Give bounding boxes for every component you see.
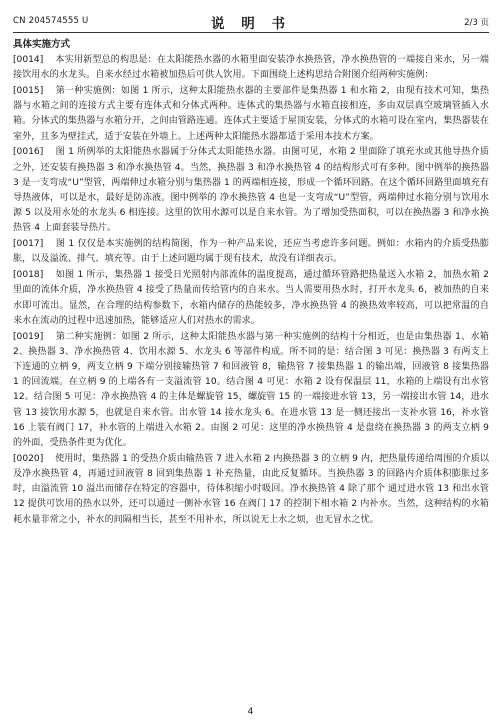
- header-rule: [13, 32, 489, 33]
- paragraph-text: 图 1 所例举的太阳能热水器属于分体式太阳能热水器。由图可见，水箱 2 里面除了填充水或其他导热介质之外，还安装有换热器 3 和净水换热管 4。当然，换热器 3 和净水换热管 4 的结构形式可有多种。图中例举的换热器 3 是一支弯成“U”型管，两端伸过水箱分别与集热器 1 的两端相连接，形成一个循环回路。在这个循环回路里面填充有导热液体，可以是水，最好是防冻液。图中例举的 净水换热管 4 也是一支弯成“U”型管，两端伸过水箱分别与饮用水源 5 以及用水处的水龙头 6 相连接。这里的饮用水源可以是自来水管。为了增加受热面积，可以在换热器 3 和净水换热管 4 上面套装导热片。: [13, 147, 490, 234]
- document-body: [13, 37, 489, 528]
- patent-number: CN 204574555 U: [13, 16, 89, 26]
- document-title: 说 明 书: [211, 16, 291, 32]
- paragraph-0017: [13, 237, 489, 267]
- paragraph-0019: [13, 330, 489, 452]
- page-number: 4: [247, 707, 254, 717]
- paragraph-text: 图 1 仅仅是本实施例的结构简图，作为一种产品来说，还应当考虑许多问题。例如：水箱内的介质受热膨胀，以及溢流、排气、填充等。由于上述问题均属于现有技术，故没有详细表示。: [13, 239, 490, 265]
- paragraph-text: 第一种实施例：如图 1 所示，这种太阳能热水器的主要部件是集热器 1 和水箱 2，由现有技术可知，集热器与水箱之间的连接方式主要有连体式和分体式两种。连体式的集热器与水箱直接相连，多由双层真空玻璃管插入水箱。分体式的集热器与水箱分开，之间由管路连通。连体式主要适于屋顶安装，分体式的水箱可设在室内，集热器装在室外，且多为壁挂式，适于安装在外墙上。上述两种太阳能热水器都适于采用本技术方案。: [13, 86, 489, 142]
- paragraph-number: [0020]: [13, 453, 44, 464]
- paragraph-number: [0019]: [13, 331, 44, 342]
- paragraph-0014: [13, 53, 489, 83]
- page-header: [13, 10, 489, 32]
- section-heading: 具体实施方式: [13, 39, 71, 50]
- paragraph-0020: [13, 452, 489, 528]
- paragraph-number: [0017]: [13, 239, 44, 250]
- paragraph-text: 如图 1 所示，集热器 1 接受日光照射内部流体的温度提高，通过循环管路把热量送入水箱 2，加热水箱 2 里面的流体介质，净水换热管 4 接受了热量而传给管内的自来水。当人需要用热水时，打开水龙头 6，被加热的自来水即可流出。显然，在合理的结构参数下，水箱内储存的热能较多，净水换热管 4 的换热效率较高，可以把常温的自来水在流动的过程中迅速加热，能够适应人们对热水的需求。: [13, 270, 490, 326]
- page-indicator: 2/3 页: [464, 18, 489, 28]
- paragraph-number: [0014]: [13, 55, 44, 65]
- paragraph-0018: [13, 268, 489, 329]
- paragraph-text: 使用时，集热器 1 的受热介质由输热管 7 进入水箱 2 内换热器 3 的立柄 9 内，把热量传递给周围的介质以及净水换热管 4，再通过回液管 8 回到集热器 1 补充热量，由此反复循环。当换热器 3 的回路内介质体积膨胀过多时，由溢流管 10 溢出而储存在特定的容器中，待体积缩小时吸回。净水换热管 4 除了那个 通过进水管 13 和出水管 12 提供可饮用的热水以外，还可以通过一侧补水管 16 在阀门 17 的控制下相水箱 2 内补水。当然，这种结构的水箱耗水量非常之小，补水的间隔相当长，甚至不用补水，所以说无上水之烦，也无冒水之忧。: [13, 453, 490, 525]
- paragraph-text: 本实用新型总的构思是：在太阳能热水器的水箱里面安装净水换热管，净水换热管的一端接自来水，另一端接饮用水的水龙头。自来水经过水箱被加热后可供人饮用。下面围绕上述构思结合附图介绍两种实施例：: [13, 55, 489, 81]
- paragraph-number: [0018]: [13, 270, 44, 281]
- paragraph-number: [0016]: [13, 147, 44, 158]
- paragraph-0015: [13, 84, 489, 145]
- paragraph-0016: [13, 145, 489, 236]
- paragraph-number: [0015]: [13, 86, 44, 96]
- paragraph-text: 第二种实施例：如图 2 所示，这种太阳能热水器与第一种实施例的结构十分相近，也是由集热器 1、水箱 2、换热器 3、净水换热管 4、饮用水源 5、水龙头 6 等部件构成。所不同的是：结合图 3 可见：换热器 3 有两支上下连通的立柄 9，两支立柄 9 下端分别接输热管 7 和回液管 8，输热管 7 接集热器 1 的输出端，回液管 8 接集热器 1 的回流端。在立柄 9 的上端各有一支溢流管 10。结合图 4 可见：水箱 2 设有保温层 11，水箱的上端设有出水管 12。结合图 5 可见：净水换热管 4 的主体是螺旋管 15，螺旋管 15 的一端接进水管 13，另一端接出水管 14，进水管 13 接饮用水源 5，也就是自来水管。出水管 14 接水龙头 6。在进水管 13 是一侧还接出一支补水管 16，补水管 16 上装有阀门 17，补水管的上端进入水箱 2。由图 2 可见：这里的净水换热管 4 是盘绕在换热器 3 的两支立柄 9 的外面，受热条件更为优化。: [13, 331, 489, 449]
